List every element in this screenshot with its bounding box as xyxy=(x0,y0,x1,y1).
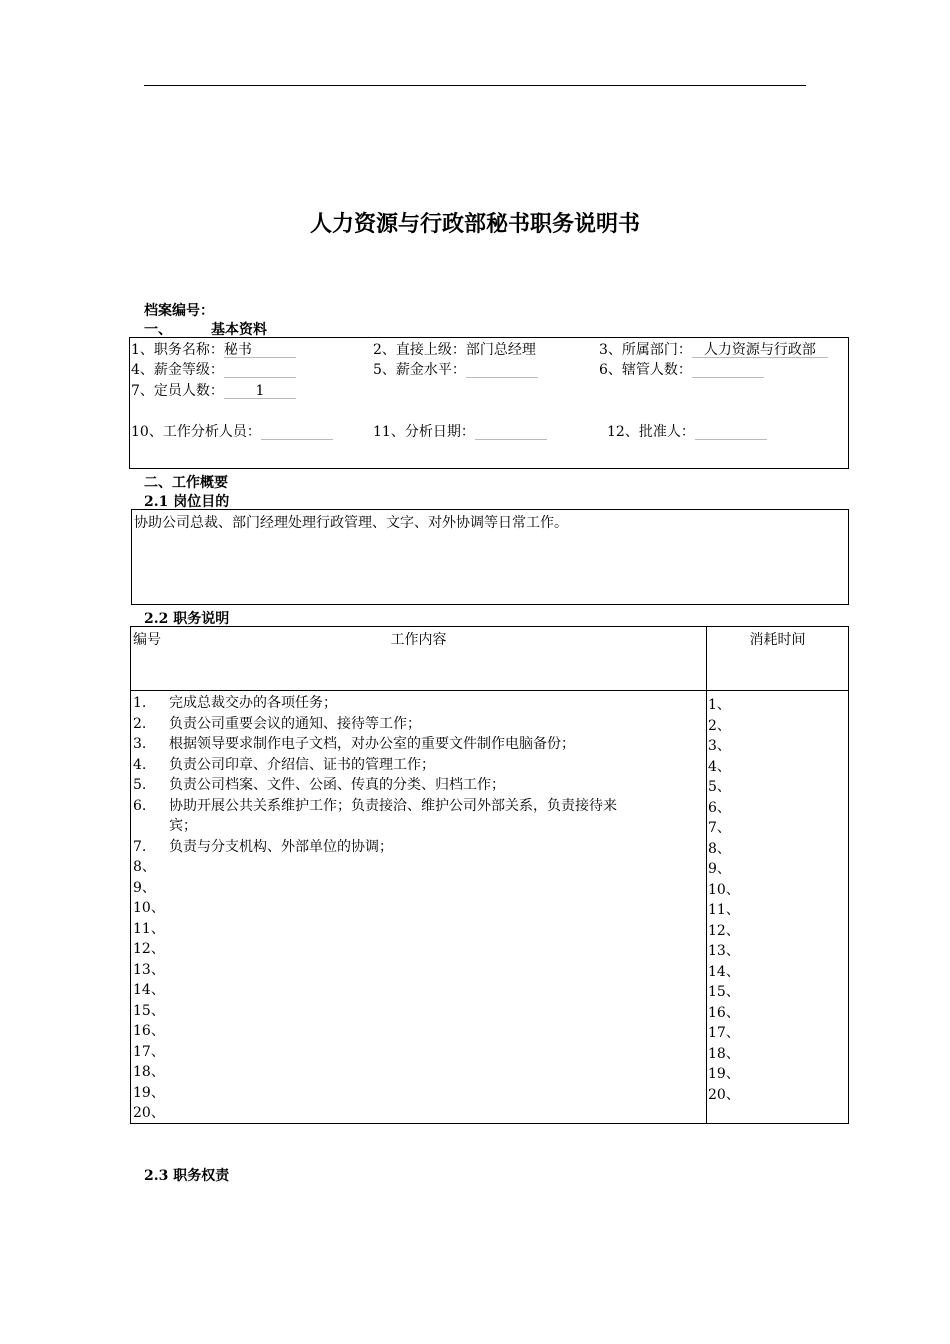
document-title: 人力资源与行政部秘书职务说明书 xyxy=(309,212,640,237)
section1-number: 一、 xyxy=(144,322,172,338)
basic-info-box xyxy=(129,337,849,469)
time-row: 16、 xyxy=(708,1004,740,1021)
time-row: 9、 xyxy=(708,861,731,877)
time-row: 11、 xyxy=(708,902,740,918)
duty-empty-row: 18、 xyxy=(133,1064,165,1080)
duty-row xyxy=(133,755,705,776)
duty-row xyxy=(133,775,705,796)
time-row: 20、 xyxy=(708,1086,740,1103)
supervisor-label: 2、直接上级： xyxy=(373,342,466,358)
duty-row xyxy=(133,837,705,858)
col-content-header: 工作内容 xyxy=(390,632,447,648)
time-row: 10、 xyxy=(708,881,740,898)
duty-empty-row: 20、 xyxy=(133,1105,165,1121)
duty-row xyxy=(133,714,705,735)
duty-text: 完成总裁交办的各项任务； xyxy=(169,695,337,711)
duties-table xyxy=(130,626,849,1124)
duty-empty-row: 11、 xyxy=(133,920,165,937)
department-label: 3、所属部门： xyxy=(599,342,692,358)
duty-row xyxy=(133,796,705,817)
header-rule xyxy=(144,85,806,86)
analyst-value xyxy=(261,422,333,440)
time-row: 19、 xyxy=(708,1066,740,1082)
col-number-header: 编号 xyxy=(133,632,161,648)
duty-number: 6. xyxy=(133,797,147,814)
time-row: 3、 xyxy=(708,738,731,754)
time-row: 14、 xyxy=(708,963,740,980)
duty-empty-row: 8、 xyxy=(133,859,156,875)
duty-text: 负责公司印章、介绍信、证书的管理工作； xyxy=(169,756,435,773)
headcount-value: 1 xyxy=(224,381,296,399)
approver-label: 12、批准人： xyxy=(607,424,695,440)
column-divider xyxy=(706,627,707,1123)
duty-number: 2. xyxy=(133,715,147,732)
subordinates-value xyxy=(692,360,764,378)
salary-grade-label: 4、薪金等级： xyxy=(131,362,224,378)
section22-title: 2.2 职务说明 xyxy=(144,611,230,627)
job-title-label: 1、职务名称： xyxy=(131,342,224,358)
headcount-label: 7、定员人数： xyxy=(131,383,224,399)
salary-grade-value xyxy=(224,360,296,378)
duty-empty-row: 16、 xyxy=(133,1023,165,1039)
time-row: 6、 xyxy=(708,799,731,816)
time-row: 18、 xyxy=(708,1045,740,1062)
duty-text: 协助开展公共关系维护工作；负责接洽、维护公司外部关系，负责接待来 xyxy=(169,797,617,814)
section23-title: 2.3 职务权责 xyxy=(144,1168,230,1184)
duty-text: 负责与分支机构、外部单位的协调； xyxy=(169,838,393,855)
archive-number-label: 档案编号： xyxy=(144,303,214,319)
duty-empty-row: 17、 xyxy=(133,1043,165,1060)
duty-number: 7. xyxy=(133,838,147,855)
time-row: 13、 xyxy=(708,943,740,959)
time-row: 1、 xyxy=(708,697,731,713)
duty-text-continued: 宾； xyxy=(169,818,197,834)
duty-row xyxy=(133,734,705,755)
purpose-box xyxy=(131,509,849,605)
job-title-value: 秘书 xyxy=(224,340,296,358)
time-row: 5、 xyxy=(708,779,731,795)
supervisor-value: 部门总经理 xyxy=(465,342,536,358)
section1-title: 基本资料 xyxy=(211,322,267,338)
time-row: 4、 xyxy=(708,758,731,775)
time-row: 7、 xyxy=(708,820,731,836)
duty-row xyxy=(133,693,705,714)
duty-number: 3. xyxy=(133,736,147,752)
time-list xyxy=(708,695,848,1105)
time-row: 17、 xyxy=(708,1025,740,1041)
duty-empty-row: 15、 xyxy=(133,1002,165,1019)
duties-list xyxy=(133,693,705,1124)
header-divider xyxy=(131,690,848,691)
salary-level-label: 5、薪金水平： xyxy=(373,362,466,378)
duty-row-continuation xyxy=(133,816,705,837)
department-value: 人力资源与行政部 xyxy=(692,340,828,358)
duty-text: 负责公司重要会议的通知、接待等工作； xyxy=(169,715,421,732)
analyst-label: 10、工作分析人员： xyxy=(131,424,261,440)
subordinates-label: 6、辖管人数： xyxy=(599,362,692,378)
duty-text: 根据领导要求制作电子文档，对办公室的重要文件制作电脑备份； xyxy=(169,736,575,752)
duty-number: 5. xyxy=(133,777,147,793)
duty-text: 负责公司档案、文件、公函、传真的分类、归档工作； xyxy=(169,777,505,793)
section21-title: 2.1 岗位目的 xyxy=(144,494,230,510)
analysis-date-value xyxy=(475,422,547,440)
duty-number: 1. xyxy=(133,695,147,711)
time-row: 8、 xyxy=(708,840,731,857)
duty-empty-row: 10、 xyxy=(133,900,165,916)
time-row: 12、 xyxy=(708,922,740,939)
duty-empty-row: 9、 xyxy=(133,879,156,896)
time-row: 2、 xyxy=(708,717,731,734)
duty-empty-row: 19、 xyxy=(133,1084,165,1101)
section2-title: 二、工作概要 xyxy=(144,475,228,491)
duty-number: 4. xyxy=(133,756,147,773)
col-time-header: 消耗时间 xyxy=(749,632,806,648)
salary-level-value xyxy=(466,360,538,378)
time-row: 15、 xyxy=(708,984,740,1000)
analysis-date-label: 11、分析日期： xyxy=(373,424,475,440)
duty-empty-row: 14、 xyxy=(133,982,165,998)
duty-empty-row: 12、 xyxy=(133,941,165,957)
purpose-text: 协助公司总裁、部门经理处理行政管理、文字、对外协调等日常工作。 xyxy=(134,515,568,531)
approver-value xyxy=(695,422,767,440)
duty-empty-row: 13、 xyxy=(133,961,165,978)
